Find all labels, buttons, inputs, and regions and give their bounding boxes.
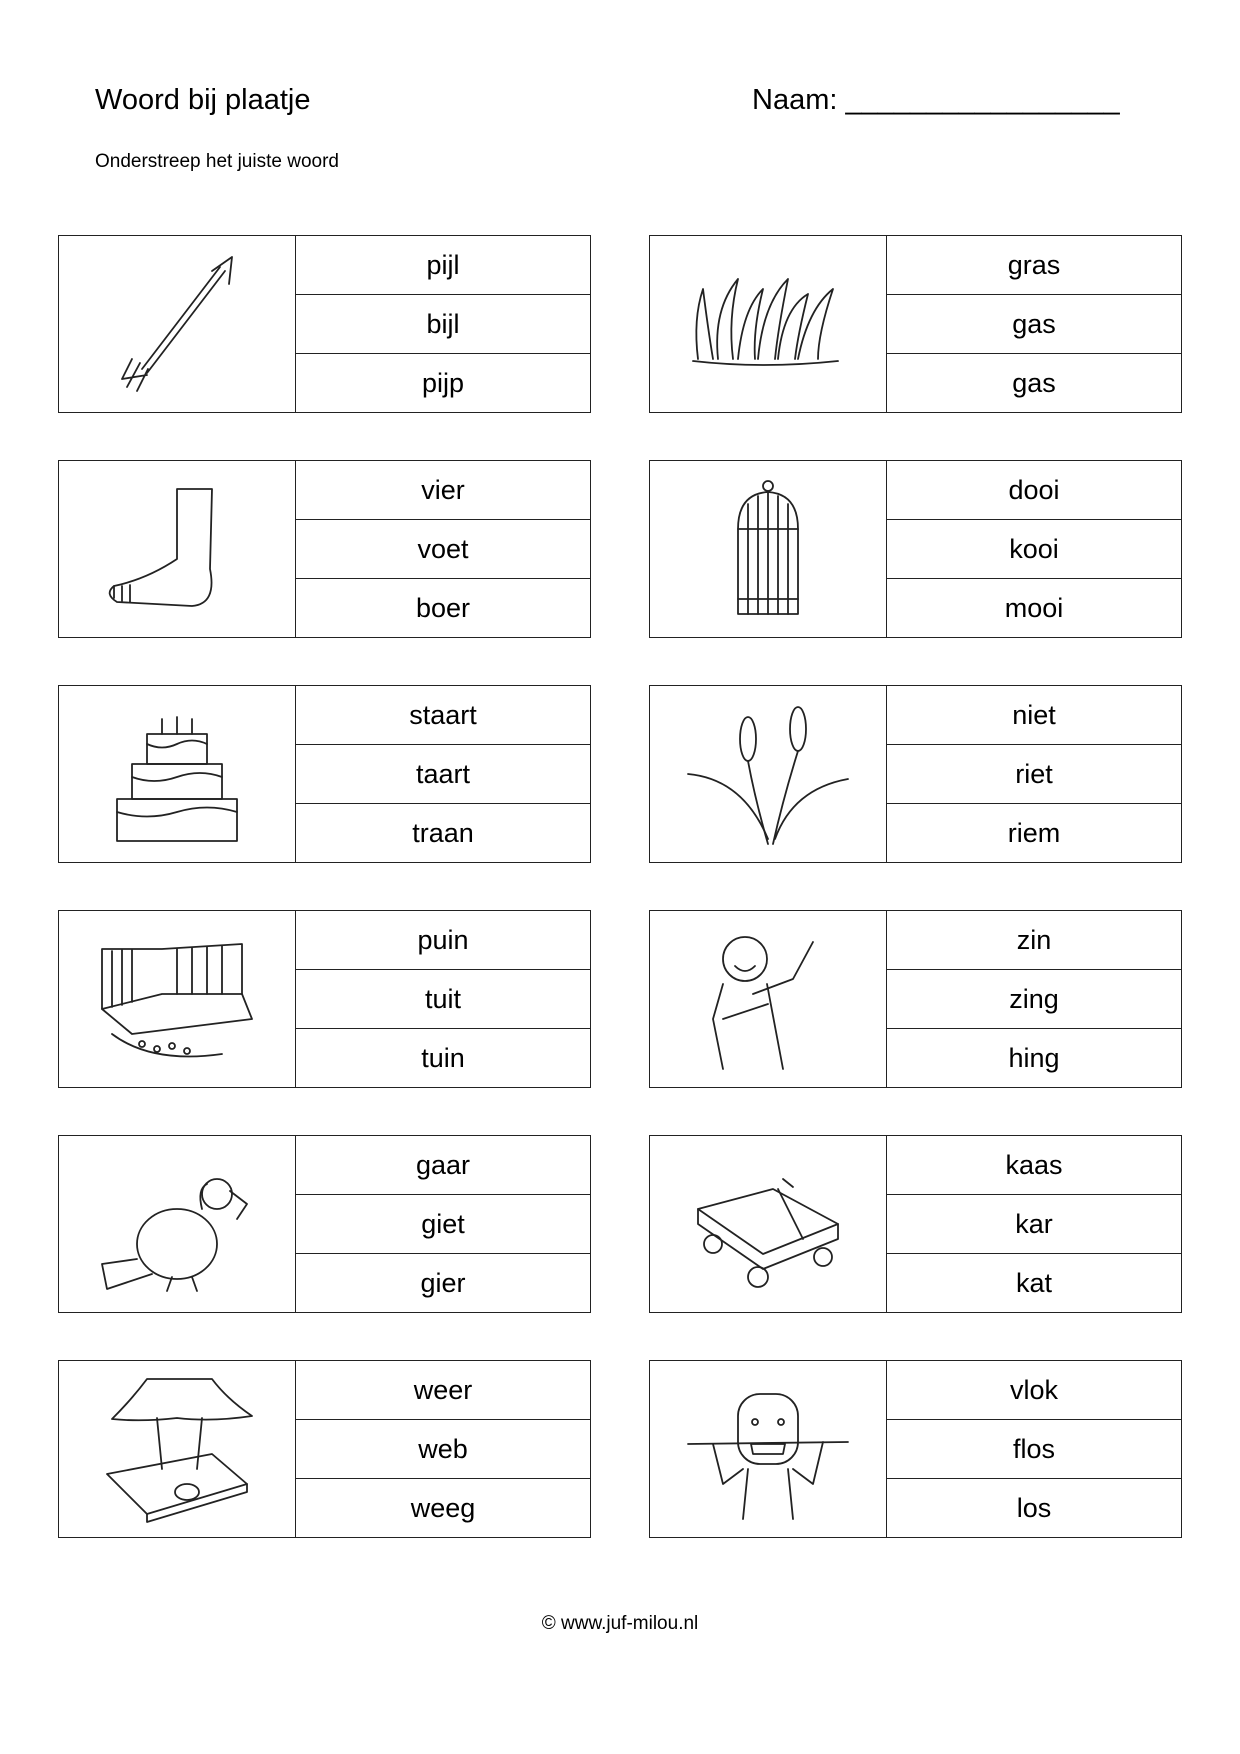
name-field[interactable]: Naam: _________________ — [752, 84, 1120, 116]
exercise-card — [58, 910, 591, 1088]
arrow-icon — [92, 249, 262, 399]
exercise-card — [649, 460, 1182, 638]
exercise-card — [649, 235, 1182, 413]
word-option[interactable]: pijl — [296, 236, 590, 295]
word-option[interactable]: weeg — [410, 1492, 476, 1523]
word-option[interactable]: kat — [1015, 1267, 1053, 1298]
exercise-card — [58, 1360, 591, 1538]
word-option[interactable]: los — [1016, 1492, 1052, 1523]
word-option[interactable]: mooi — [1004, 592, 1064, 623]
picture-cell — [650, 461, 887, 637]
scale-icon — [92, 1374, 262, 1524]
picture-cell — [59, 686, 296, 862]
word-option[interactable]: web — [296, 1420, 590, 1479]
picture-cell — [59, 911, 296, 1087]
copyright-footer: © www.juf-milou.nl — [541, 1613, 699, 1634]
word-option[interactable]: vier — [296, 461, 590, 520]
word-option[interactable]: zin — [887, 911, 1181, 970]
word-option[interactable]: pijp — [421, 367, 465, 398]
picture-cell — [59, 1361, 296, 1537]
exercise-card — [58, 685, 591, 863]
reed-icon — [683, 699, 853, 849]
foot-icon — [92, 474, 262, 624]
word-option[interactable]: gier — [420, 1267, 466, 1298]
garden-icon — [92, 924, 262, 1074]
grass-icon — [683, 249, 853, 399]
word-option[interactable]: zing — [887, 970, 1181, 1029]
singing-boy-icon — [683, 924, 853, 1074]
picture-cell — [650, 236, 887, 412]
instruction-text: Onderstreep het juiste woord — [95, 151, 339, 172]
picture-cell — [59, 236, 296, 412]
exercise-card — [649, 1135, 1182, 1313]
word-option[interactable]: weer — [296, 1361, 590, 1420]
word-option[interactable]: voet — [296, 520, 590, 579]
word-option[interactable]: gas — [887, 295, 1181, 354]
word-option[interactable]: taart — [296, 745, 590, 804]
word-option[interactable]: vlok — [887, 1361, 1181, 1420]
picture-cell — [650, 1136, 887, 1312]
picture-cell — [650, 911, 887, 1087]
word-option[interactable]: boer — [415, 592, 471, 623]
wagon-icon — [683, 1149, 853, 1299]
floss-icon — [683, 1374, 853, 1524]
word-option[interactable]: gaar — [296, 1136, 590, 1195]
word-option[interactable]: giet — [296, 1195, 590, 1254]
word-option[interactable]: gas — [1012, 367, 1056, 398]
exercise-card — [649, 685, 1182, 863]
picture-cell — [650, 1361, 887, 1537]
word-option[interactable]: hing — [1008, 1042, 1060, 1073]
exercise-card — [58, 1135, 591, 1313]
word-option[interactable]: puin — [296, 911, 590, 970]
word-option[interactable]: staart — [296, 686, 590, 745]
word-option[interactable]: traan — [412, 817, 474, 848]
picture-cell — [59, 1136, 296, 1312]
word-option[interactable]: riet — [887, 745, 1181, 804]
word-option[interactable]: gras — [887, 236, 1181, 295]
word-option[interactable]: tuin — [421, 1042, 465, 1073]
word-option[interactable]: flos — [887, 1420, 1181, 1479]
word-option[interactable]: kar — [887, 1195, 1181, 1254]
word-option[interactable]: kaas — [887, 1136, 1181, 1195]
word-option[interactable]: bijl — [296, 295, 590, 354]
word-option[interactable]: riem — [1007, 817, 1061, 848]
page-title: Woord bij plaatje — [95, 84, 311, 116]
picture-cell — [650, 686, 887, 862]
word-option[interactable]: niet — [887, 686, 1181, 745]
exercise-card — [649, 1360, 1182, 1538]
exercise-card — [58, 235, 591, 413]
vulture-icon — [92, 1149, 262, 1299]
exercise-card — [58, 460, 591, 638]
birdcage-icon — [683, 474, 853, 624]
word-option[interactable]: tuit — [296, 970, 590, 1029]
exercise-card — [649, 910, 1182, 1088]
word-option[interactable]: kooi — [887, 520, 1181, 579]
picture-cell — [59, 461, 296, 637]
cake-icon — [92, 699, 262, 849]
word-option[interactable]: dooi — [887, 461, 1181, 520]
